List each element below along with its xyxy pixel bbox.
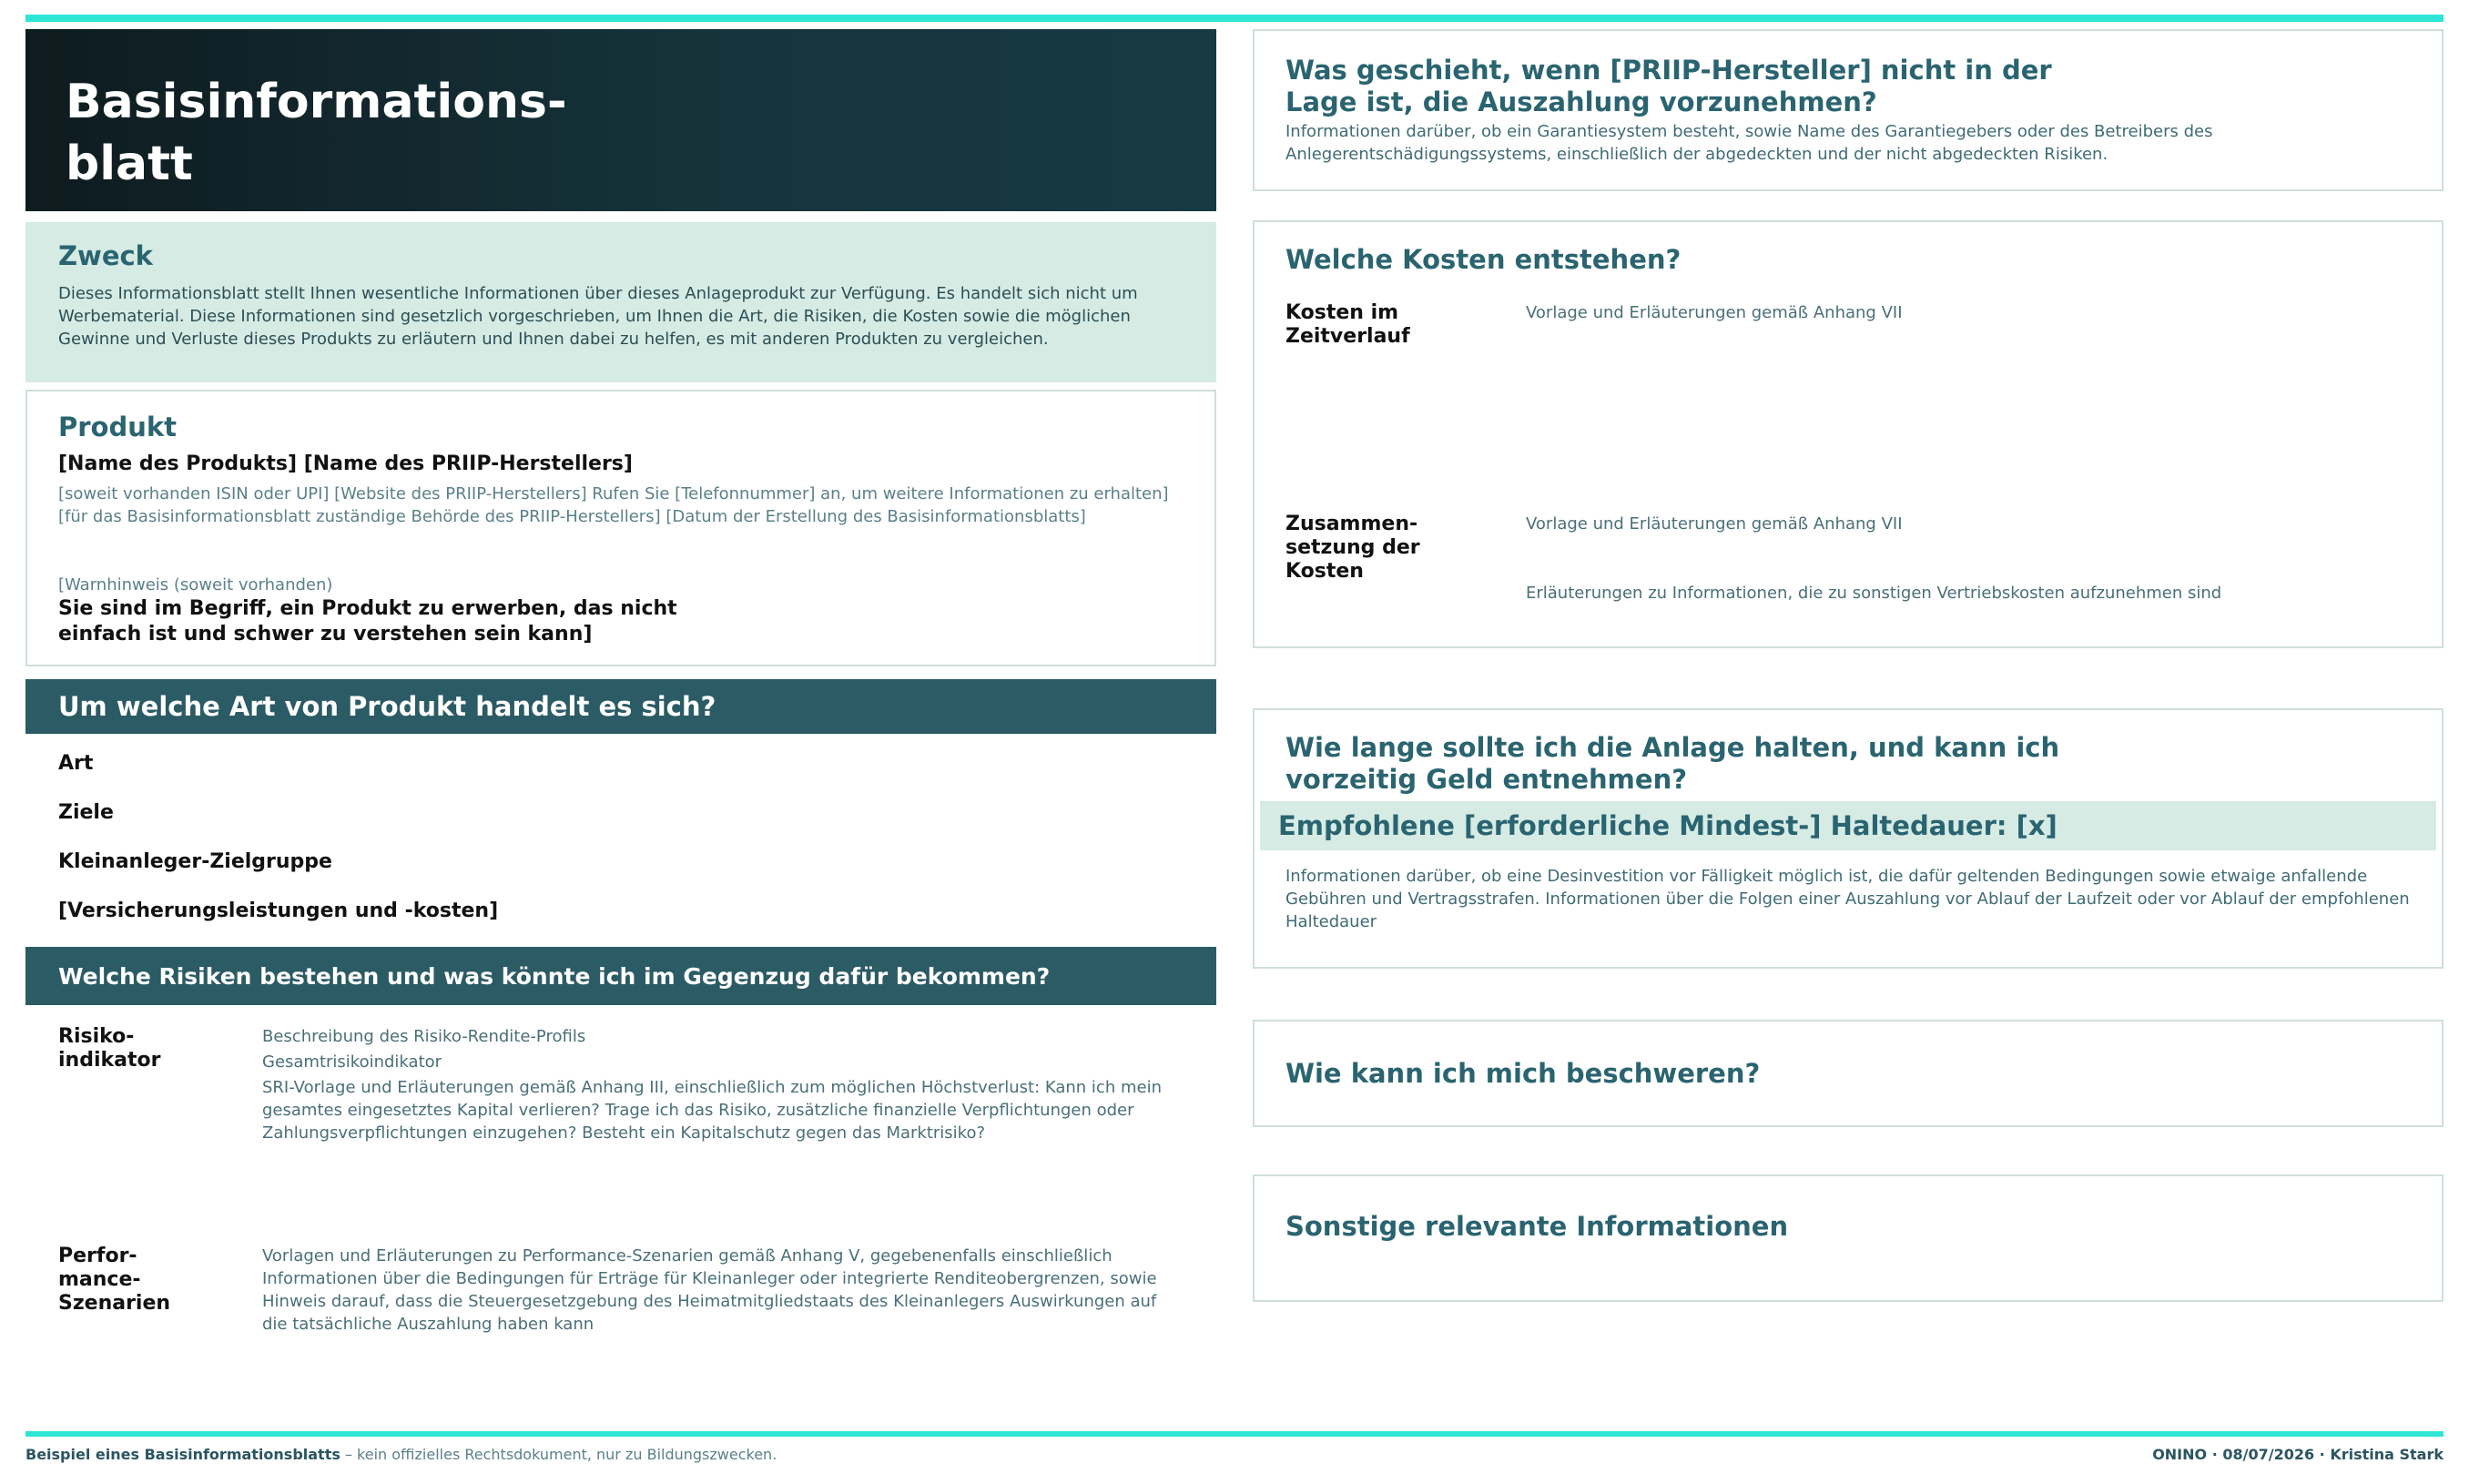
kosten-section: [1253, 220, 2444, 648]
warnhinweis-line-1: Sie sind im Begriff, ein Produkt zu erwerben, das nicht: [58, 597, 677, 620]
footer-credits: ONINO · 08/07/2026 · Kristina Stark: [2152, 1446, 2444, 1463]
bottom-accent-bar: [25, 1431, 2444, 1437]
kosten-zus-text-1: Vorlage und Erläuterungen gemäß Anhang VII: [1526, 514, 1903, 534]
art-list: [25, 734, 1216, 947]
warnhinweis-label: [Warnhinweis (soweit vorhanden): [58, 575, 333, 595]
produkt-heading: Produkt: [58, 412, 178, 442]
produkt-details-1: [soweit vorhanden ISIN oder UPI] [Website des PRIIP-Herstellers] Rufen Sie [Telefonnummer] an, um weitere Informationen zu erhalten]: [58, 484, 1169, 503]
haltedauer-value: Empfohlene [erforderliche Mindest-] Haltedauer: [x]: [1278, 810, 2058, 841]
performance-label-3: Szenarien: [58, 1292, 171, 1315]
art-item-ziele: Ziele: [58, 801, 114, 824]
produkt-section: [25, 390, 1216, 666]
risiko-label-1: Risiko-: [58, 1025, 135, 1048]
top-accent-bar: [25, 15, 2444, 22]
performance-label: [58, 1245, 262, 1336]
right-column: [1253, 29, 2444, 1302]
title-banner: [25, 29, 1216, 211]
kosten-zusammensetzung-row: [1285, 513, 2411, 605]
performance-text: Vorlagen und Erläuterungen zu Performance-Szenarien gemäß Anhang V, gegebenenfalls einschließlich Informationen über die Bedingungen für Erträge für Kleinanleger oder integrierte Renditeobergrenzen, sowie Hinweis darauf, dass die Steuergesetzgebung des Heimatmitgliedstaats des Kleinanlegers Auswirkungen auf die tatsächliche Auszahlung haben kann: [262, 1246, 1157, 1334]
haltedauer-heading-2: vorzeitig Geld entnehmen?: [1285, 764, 1688, 795]
kosten-zeitverlauf-row: [1285, 301, 2411, 513]
performance-label-2: mance-: [58, 1268, 141, 1291]
kosten-zus-label-3: Kosten: [1285, 560, 1364, 583]
art-item-art: Art: [58, 752, 94, 775]
produkt-details-2: [für das Basisinformationsblatt zuständige Behörde des PRIIP-Herstellers] [Datum der Erstellung des Basisinformationsblatts]: [58, 507, 1086, 526]
kosten-zeitverlauf-label: [1285, 301, 1526, 513]
footer-disclaimer-title: Beispiel eines Basisinformationsblatts: [25, 1446, 340, 1463]
kosten-zeit-label-2: Zeitverlauf: [1285, 325, 1410, 348]
ausfall-heading-1: Was geschieht, wenn [PRIIP-Hersteller] nicht in der: [1285, 55, 2052, 86]
risiko-text: [262, 1025, 1184, 1144]
ausfall-section: [1253, 29, 2444, 191]
art-heading: Um welche Art von Produkt handelt es sich?: [58, 691, 716, 722]
sonstige-heading: Sonstige relevante Informationen: [1285, 1211, 1789, 1242]
kosten-zus-text-2: Erläuterungen zu Informationen, die zu sonstigen Vertriebskosten aufzunehmen sind: [1526, 584, 2222, 603]
page-title-line-1: Basisinformations-: [66, 75, 567, 129]
art-item-zielgruppe: Kleinanleger-Zielgruppe: [58, 850, 332, 873]
ausfall-heading-2: Lage ist, die Auszahlung vorzunehmen?: [1285, 86, 1877, 117]
footer-disclaimer: [25, 1446, 777, 1463]
produkt-name: [Name des Produkts] [Name des PRIIP-Herstellers]: [58, 452, 633, 475]
page-title: [66, 71, 1176, 195]
zweck-text: Dieses Informationsblatt stellt Ihnen wesentliche Informationen über dieses Anlageprodukt zur Verfügung. Es handelt sich nicht um Werbematerial. Diese Informationen sind gesetzlich vorgeschrieben, um Ihnen die Art, die Risiken, die Kosten sowie die möglichen Gewinne und Verluste dieses Produkts zu erläutern und Ihnen dabei zu helfen, es mit anderen Produkten zu vergleichen.: [58, 284, 1138, 349]
art-item-versicherung: [Versicherungsleistungen und -kosten]: [58, 900, 499, 922]
kosten-zusammensetzung-text: [1526, 513, 2411, 605]
sonstige-section: [1253, 1174, 2444, 1302]
zweck-section: [25, 222, 1216, 382]
sri-vorlage: SRI-Vorlage und Erläuterungen gemäß Anhang III, einschließlich zum möglichen Höchstverlust: Kann ich mein gesamtes eingesetztes Kapital verlieren? Trage ich das Risiko, zusätzliche finanzielle Verpflichtungen oder Zahlungsverpflichtungen einzugehen? Besteht ein Kapitalschutz gegen das Marktrisiko?: [262, 1078, 1162, 1143]
risiken-heading-bar: [25, 947, 1216, 1005]
beschwerde-heading: Wie kann ich mich beschweren?: [1285, 1058, 1761, 1089]
kosten-zus-label-2: setzung der: [1285, 536, 1420, 559]
ausfall-text: Informationen darüber, ob ein Garantiesystem besteht, sowie Name des Garantiegebers oder des Betreibers des Anlegerentschädigungssystems, einschließlich der abgedeckten und der nicht abgedeckten Risiken.: [1285, 122, 2213, 164]
warnhinweis-line-2: einfach ist und schwer zu verstehen sein kann]: [58, 623, 593, 645]
risiko-label-2: indikator: [58, 1049, 161, 1072]
kosten-heading: Welche Kosten entstehen?: [1285, 244, 1682, 275]
haltedauer-heading: [1285, 732, 2411, 796]
left-column: [25, 29, 1216, 1336]
kosten-zus-label-1: Zusammen-: [1285, 513, 1418, 535]
kosten-zeit-label-1: Kosten im: [1285, 301, 1399, 324]
zweck-heading: Zweck: [58, 240, 153, 271]
kosten-zeitverlauf-text: Vorlage und Erläuterungen gemäß Anhang VII: [1526, 303, 1903, 322]
footer-disclaimer-text: – kein offizielles Rechtsdokument, nur zu Bildungszwecken.: [340, 1446, 777, 1463]
performance-label-1: Perfor-: [58, 1245, 137, 1267]
page-title-line-2: blatt: [66, 137, 193, 191]
risiko-profil: Beschreibung des Risiko-Rendite-Profils: [262, 1027, 586, 1046]
kosten-zusammensetzung-label: [1285, 513, 1526, 605]
art-heading-bar: [25, 679, 1216, 734]
risiko-row: [25, 1025, 1216, 1144]
ausfall-heading: [1285, 55, 2411, 118]
gesamtrisikoindikator: Gesamtrisikoindikator: [262, 1052, 442, 1072]
beschwerde-section: [1253, 1020, 2444, 1127]
haltedauer-section: [1253, 708, 2444, 969]
risiken-heading: Welche Risiken bestehen und was könnte ich im Gegenzug dafür bekommen?: [58, 962, 1051, 990]
performance-row: [25, 1245, 1216, 1336]
haltedauer-heading-1: Wie lange sollte ich die Anlage halten, und kann ich: [1285, 732, 2060, 763]
haltedauer-text: Informationen darüber, ob eine Desinvestition vor Fälligkeit möglich ist, die dafür geltenden Bedingungen sowie etwaige anfallende Gebühren und Vertragsstrafen. Informationen über die Folgen einer Auszahlung vor Ablauf der Laufzeit oder vor Ablauf der empfohlenen Haltedauer: [1285, 867, 2410, 931]
haltedauer-band: [1260, 801, 2436, 850]
risiko-label: [58, 1025, 262, 1144]
